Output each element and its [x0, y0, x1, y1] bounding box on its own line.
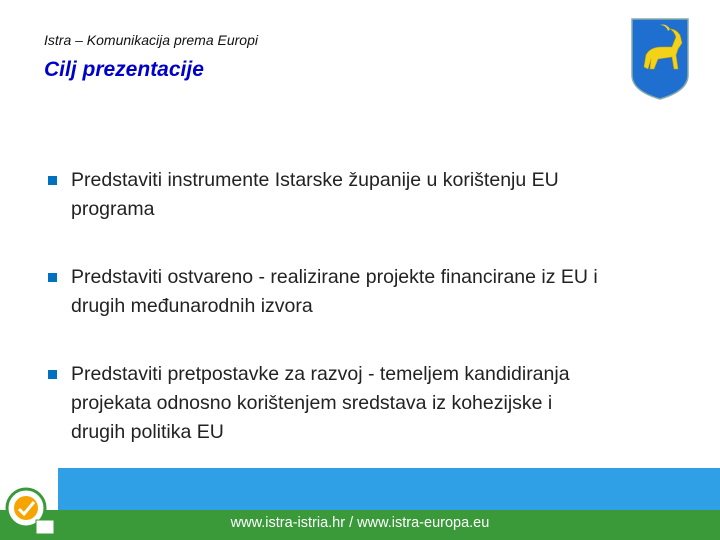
bullet-item [48, 263, 688, 321]
bullet-line: Predstaviti pretpostavke za razvoj - temeljem kandidiranja [71, 363, 570, 385]
bullet-list [48, 166, 688, 447]
bullet-square-icon [48, 273, 57, 282]
bullet-line: drugih politika EU [71, 421, 224, 443]
footer-band [0, 468, 720, 540]
bullet-square-icon [48, 176, 57, 185]
footer-url-text[interactable]: www.istra-istria.hr / www.istra-europa.eu [230, 515, 490, 531]
bullet-line: programa [71, 198, 155, 220]
bullet-square-icon [48, 370, 57, 379]
bullet-line: drugih međunarodnih izvora [71, 295, 313, 317]
istria-coat-of-arms-icon [630, 17, 690, 101]
bullet-line: projekata odnosno korištenjem sredstava iz kohezijske i [71, 392, 553, 414]
bullet-item [48, 360, 688, 447]
bullet-line: Predstaviti ostvareno - realizirane projekte financirane iz EU i [71, 266, 598, 288]
header-subtitle: Istra – Komunikacija prema Europi [44, 32, 258, 48]
bullet-item [48, 166, 688, 224]
certification-badge-icon [4, 482, 56, 536]
bullet-line: Predstaviti instrumente Istarske županije u korištenju EU [71, 169, 559, 191]
footer-blue-band [58, 468, 720, 510]
page-title: Cilj prezentacije [44, 58, 204, 81]
